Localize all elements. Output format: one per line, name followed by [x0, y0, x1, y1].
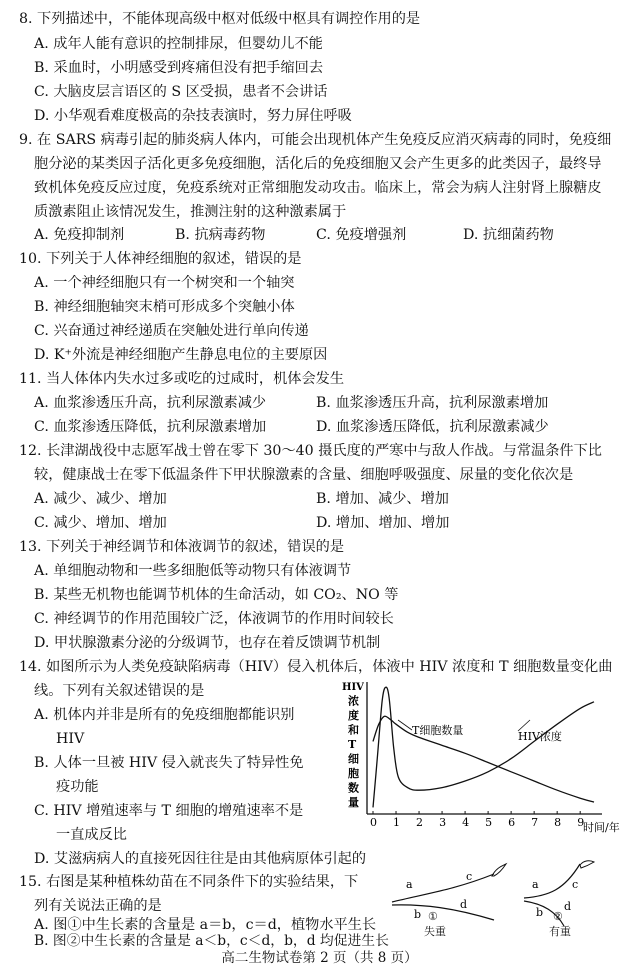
q13-option-c: C. 神经调节的作用范围较广泛，体液调节的作用时间较长	[34, 611, 394, 627]
plant-2-label-a: a	[532, 878, 539, 891]
q10-stem: 10. 下列关于人体神经细胞的叙述，错误的是	[19, 251, 302, 267]
t-cell-label-leader	[398, 720, 412, 730]
hiv-chart-tick-label: 1	[393, 816, 401, 829]
q9-stem-line-4: 质激素阻止该情况发生，推测注射的这种激素属于	[34, 204, 347, 220]
hiv-chart-tick-label: 7	[531, 816, 539, 829]
q8-option-a: A. 成年人能有意识的控制排尿，但婴幼儿不能	[34, 36, 323, 52]
t-cell-series-label: T细胞数量	[412, 724, 464, 737]
hiv-chart-ylabel-char: 浓	[348, 694, 359, 708]
q10-option-d: D. K⁺外流是神经细胞产生静息电位的主要原因	[34, 347, 328, 363]
q9-stem-line-1: 9. 在 SARS 病毒引起的肺炎病人体内，可能会出现机体产生免疫反应消灭病毒的同时，免疫细	[19, 132, 612, 148]
q11-option-b: B. 血浆渗透压升高，抗利尿激素增加	[316, 395, 549, 411]
hiv-chart-tick-label: 6	[508, 816, 516, 829]
q9-option-a: A. 免疫抑制剂	[34, 227, 125, 243]
q12-stem-line-2: 较，健康战士在零下低温条件下甲状腺激素的含量、细胞呼吸强度、尿量的变化依次是	[34, 467, 574, 483]
hiv-series-label: HIV浓度	[518, 730, 562, 743]
q13-option-a: A. 单细胞动物和一些多细胞低等动物只有体液调节	[34, 563, 352, 579]
q14-option-a-line-2: HIV	[56, 731, 85, 747]
plant-2-leaf	[580, 861, 594, 868]
q15-option-a: A. 图①中生长素的含量是 a＝b，c＝d，植物水平生长	[34, 917, 377, 933]
hiv-chart-ylabel-char: 数	[348, 781, 359, 795]
plant-1-leaf	[492, 864, 506, 876]
q11-option-c: C. 血浆渗透压降低，抗利尿激素增加	[34, 419, 267, 435]
q12-stem-line-1: 12. 长津湖战役中志愿军战士曾在零下 30～40 摄氏度的严寒中与敌人作战。与常温条件下比	[19, 443, 602, 459]
q14-option-c-line-2: 一直成反比	[56, 827, 127, 843]
q11-stem: 11. 当人体体内失水过多或吃的过咸时，机体会发生	[19, 371, 345, 387]
hiv-chart	[340, 676, 630, 836]
hiv-chart-ylabel-char: 胞	[348, 767, 359, 780]
plant-1-root	[392, 905, 494, 920]
q8-option-c: C. 大脑皮层言语区的 S 区受损，患者不会讲话	[34, 84, 328, 100]
q14-option-d: D. 艾滋病病人的直接死因往往是由其他病原体引起的	[34, 851, 367, 867]
plant-2-label-c: c	[572, 878, 579, 891]
plant-1-label-a: a	[406, 878, 413, 891]
q12-option-c: C. 减少、增加、增加	[34, 515, 167, 531]
hiv-chart-ylabel	[342, 682, 364, 809]
q12-option-a: A. 减少、减少、增加	[34, 491, 167, 507]
q10-option-c: C. 兴奋通过神经递质在突触处进行单向传递	[34, 323, 309, 339]
q14-option-a-line-1: A. 机体内并非是所有的免疫细胞都能识别	[34, 707, 295, 723]
plant-1-label-d: d	[460, 898, 468, 911]
hiv-chart-tick-label: 2	[416, 816, 424, 829]
q15-stem-line-1: 15. 右图是某种植株幼苗在不同条件下的实验结果，下	[19, 874, 359, 890]
q15-option-b: B. 图②中生长素的含量是 a＜b，c＜d，b，d 均促进生长	[34, 933, 389, 949]
hiv-chart-tick-label: 5	[485, 816, 493, 829]
plant-2-label-d: d	[564, 900, 572, 913]
q14-option-c-line-1: C. HIV 增殖速率与 T 细胞的增殖速率不是	[34, 803, 304, 819]
plant-panel-1	[392, 864, 506, 921]
q14-stem-line-2: 线。下列有关叙述错误的是	[34, 683, 205, 699]
hiv-chart-ylabel-char: T	[348, 738, 357, 751]
plant-1-label-b: b	[414, 908, 422, 921]
hiv-chart-tick-label: 8	[554, 816, 562, 829]
q10-option-a: A. 一个神经细胞只有一个树突和一个轴突	[34, 275, 295, 291]
q14-option-b-line-1: B. 人体一旦被 HIV 侵入就丧失了特异性免	[34, 755, 304, 771]
q9-stem-line-2: 胞分泌的某类因子活化更多免疫细胞，活化后的免疫细胞又会产生更多的此类因子，最终导	[34, 156, 602, 172]
hiv-chart-tick-label: 3	[439, 816, 447, 829]
hiv-series-line	[373, 687, 594, 807]
hiv-chart-ylabel-char: 和	[348, 723, 359, 737]
plant-panel-2-caption: 有重	[549, 925, 571, 938]
q14-stem-line-1: 14. 如图所示为人类免疫缺陷病毒（HIV）侵入机体后，体液中 HIV 浓度和 T 细胞数量变化曲	[19, 659, 613, 675]
q9-option-c: C. 免疫增强剂	[316, 227, 407, 243]
q15-stem-line-2: 列有关说法正确的是	[34, 898, 162, 914]
q9-stem-line-3: 致机体免疫反应过度，免疫系统对正常细胞发动攻击。临床上，常会为病人注射肾上腺糖皮	[34, 180, 602, 196]
plant-panel-1-caption: 失重	[424, 925, 446, 938]
plant-2-label-b: b	[536, 906, 544, 919]
plant-1-label-c: c	[466, 870, 473, 883]
q13-option-d: D. 甲状腺激素分泌的分级调节，也存在着反馈调节机制	[34, 635, 381, 651]
q11-option-d: D. 血浆渗透压降低，抗利尿激素减少	[316, 419, 549, 435]
q8-option-b: B. 采血时，小明感受到疼痛但没有把手缩回去	[34, 60, 324, 76]
q14-option-b-line-2: 疫功能	[56, 779, 99, 795]
hiv-chart-tick-label: 9	[577, 816, 585, 829]
plant-panel-1-number: ①	[428, 910, 438, 923]
q9-option-b: B. 抗病毒药物	[175, 227, 266, 243]
page-footer: 高二生物试卷第 2 页（共 8 页）	[221, 950, 418, 966]
hiv-chart-ylabel-char: 细	[348, 752, 359, 766]
hiv-chart-xlabel: 时间/年	[583, 821, 620, 834]
plant-figure	[384, 860, 634, 930]
q8-option-d: D. 小华观看难度极高的杂技表演时，努力屏住呼吸	[34, 108, 352, 124]
q12-option-b: B. 增加、减少、增加	[316, 491, 449, 507]
q12-option-d: D. 增加、增加、增加	[316, 515, 450, 531]
q10-option-b: B. 神经细胞轴突末梢可形成多个突触小体	[34, 299, 295, 315]
plant-panel-2-number: ②	[553, 910, 563, 923]
hiv-chart-ylabel-char: 度	[348, 709, 359, 722]
hiv-chart-ylabel-char: HIV	[342, 682, 364, 693]
q11-option-a: A. 血浆渗透压升高，抗利尿激素减少	[34, 395, 267, 411]
q8-stem: 8. 下列描述中，不能体现高级中枢对低级中枢具有调控作用的是	[19, 11, 421, 27]
hiv-chart-tick-label: 0	[370, 816, 377, 829]
hiv-chart-tick-label: 4	[462, 816, 470, 829]
hiv-chart-ylabel-char: 量	[348, 796, 359, 809]
q13-stem: 13. 下列关于神经调节和体液调节的叙述，错误的是	[19, 539, 345, 555]
q13-option-b: B. 某些无机物也能调节机体的生命活动，如 CO₂、NO 等	[34, 587, 399, 603]
q9-option-d: D. 抗细菌药物	[463, 227, 554, 243]
